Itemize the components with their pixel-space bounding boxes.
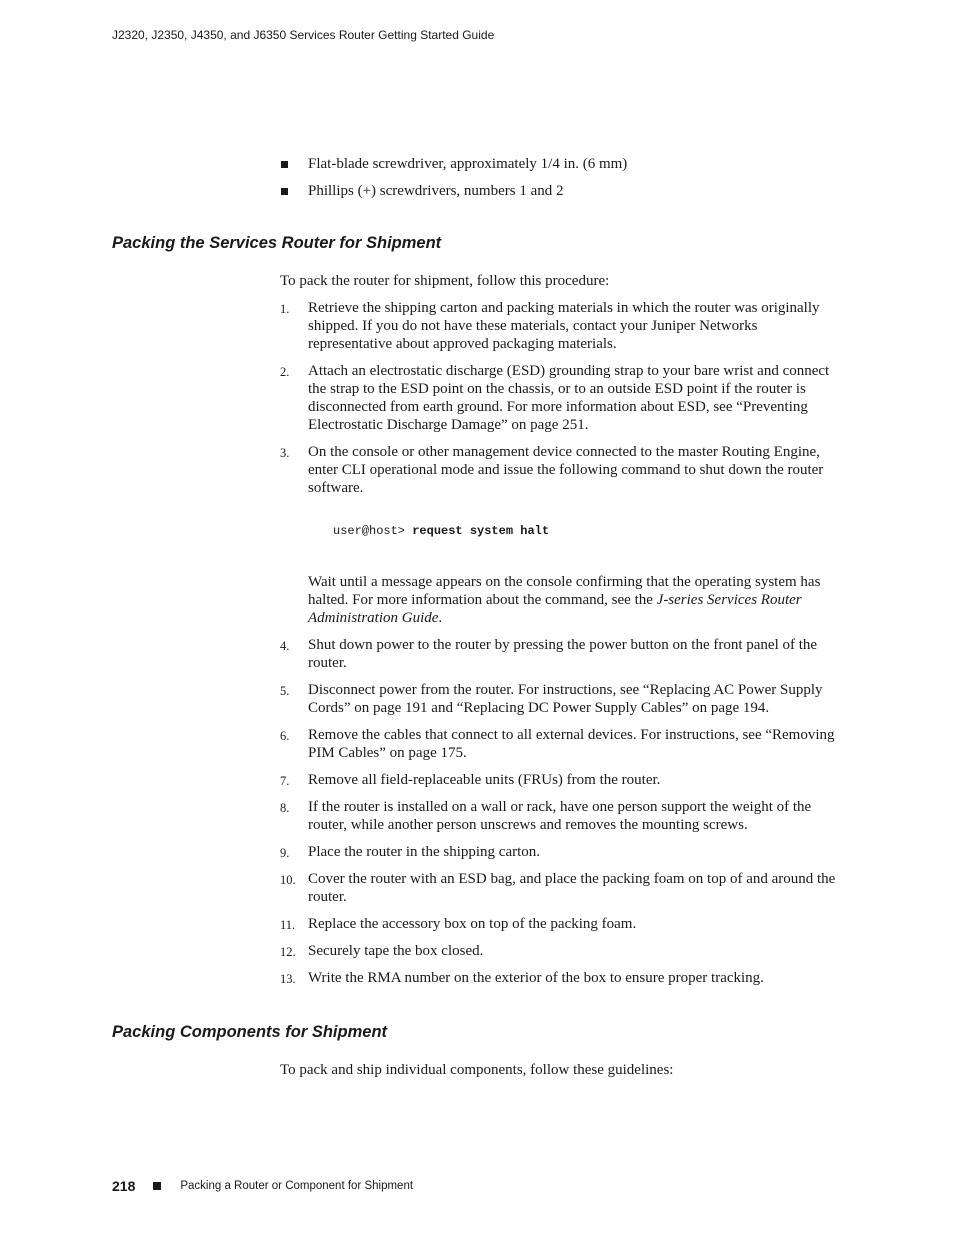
- step-text: Place the router in the shipping carton.: [308, 844, 541, 860]
- step-number: 5.: [280, 684, 290, 698]
- list-item: [280, 443, 845, 497]
- section-title-packing-router: Packing the Services Router for Shipment: [112, 234, 442, 252]
- step-text: Retrieve the shipping carton and packing materials in which the router was originally shipped. If you do not have these materials, contact your Juniper Networks representative about approved packaging materials.: [308, 300, 820, 352]
- step-text: Attach an electrostatic discharge (ESD) grounding strap to your bare wrist and connect the strap to the ESD point on the chassis, or to an outside ESD point if the router is disconnected from earth ground. For more information about ESD, see “Preventing Electrostatic Discharge Damage” on page 251.: [308, 363, 830, 433]
- cli-command-text: request system halt: [412, 524, 550, 538]
- list-item: [280, 182, 845, 200]
- section-intro: To pack and ship individual components, follow these guidelines:: [280, 1062, 674, 1078]
- step-number: 4.: [280, 639, 290, 653]
- step-text: Cover the router with an ESD bag, and place the packing foam on top of and around the router.: [308, 871, 836, 905]
- list-item: [280, 798, 845, 834]
- list-item: [280, 870, 845, 906]
- followup-end: .: [438, 610, 443, 626]
- bullet-square-icon: [281, 188, 288, 195]
- step-number: 13.: [280, 972, 296, 986]
- bullet-square-icon: [281, 161, 288, 168]
- step-text: Replace the accessory box on top of the packing foam.: [308, 916, 637, 932]
- list-item: [280, 681, 845, 717]
- step-number: 9.: [280, 846, 290, 860]
- list-item: [280, 155, 845, 173]
- step-number: 3.: [280, 446, 290, 460]
- step-text: Write the RMA number on the exterior of the box to ensure proper tracking.: [308, 970, 764, 986]
- step-number: 7.: [280, 774, 290, 788]
- cli-command: [333, 524, 549, 538]
- step-number: 1.: [280, 302, 290, 316]
- list-item: [280, 771, 845, 789]
- page-footer: [112, 1178, 413, 1194]
- list-item: [280, 942, 845, 960]
- section-intro: To pack the router for shipment, follow this procedure:: [280, 273, 610, 289]
- step-text: Remove the cables that connect to all external devices. For instructions, see “Removing PIM Cables” on page 175.: [308, 727, 835, 761]
- running-header: J2320, J2350, J4350, and J6350 Services Router Getting Started Guide: [112, 28, 495, 42]
- list-item: [280, 636, 845, 672]
- step-text: Shut down power to the router by pressing the power button on the front panel of the router.: [308, 637, 818, 671]
- command-followup-paragraph: [308, 573, 848, 627]
- procedure-steps: [280, 299, 845, 506]
- step-number: 10.: [280, 873, 296, 887]
- procedure-steps-continued: [280, 636, 845, 996]
- cli-prompt: user@host>: [333, 524, 413, 538]
- list-item-text: Flat-blade screwdriver, approximately 1/4 in. (6 mm): [308, 156, 628, 172]
- step-number: 11.: [280, 918, 296, 932]
- section-title-packing-components: Packing Components for Shipment: [112, 1023, 388, 1041]
- step-text: Disconnect power from the router. For instructions, see “Replacing AC Power Supply Cords” on page 191 and “Replacing DC Power Supply Cables” on page 194.: [308, 682, 823, 716]
- list-item: [280, 915, 845, 933]
- chapter-title: Packing a Router or Component for Shipment: [180, 1180, 414, 1192]
- step-text: If the router is installed on a wall or rack, have one person support the weight of the router, while another person unscrews and removes the mounting screws.: [308, 799, 812, 833]
- guide-reference: J-series Services Router Administration Guide: [308, 592, 802, 626]
- step-text: On the console or other management device connected to the master Routing Engine, enter CLI operational mode and issue the following command to shut down the router software.: [308, 444, 824, 496]
- step-number: 2.: [280, 365, 290, 379]
- step-number: 6.: [280, 729, 290, 743]
- step-number: 8.: [280, 801, 290, 815]
- list-item: [280, 843, 845, 861]
- footer-square-icon: [153, 1182, 161, 1190]
- page-number: 218: [112, 1178, 136, 1194]
- step-text: Securely tape the box closed.: [308, 943, 484, 959]
- list-item-text: Phillips (+) screwdrivers, numbers 1 and 2: [308, 183, 564, 199]
- list-item: [280, 299, 845, 353]
- followup-text: Wait until a message appears on the console confirming that the operating system has halted. For more information about the command, see the: [308, 574, 821, 608]
- list-item: [280, 726, 845, 762]
- step-text: Remove all field-replaceable units (FRUs) from the router.: [308, 772, 661, 788]
- step-number: 12.: [280, 945, 296, 959]
- tools-list: [280, 155, 845, 209]
- list-item: [280, 362, 845, 434]
- list-item: [280, 969, 845, 987]
